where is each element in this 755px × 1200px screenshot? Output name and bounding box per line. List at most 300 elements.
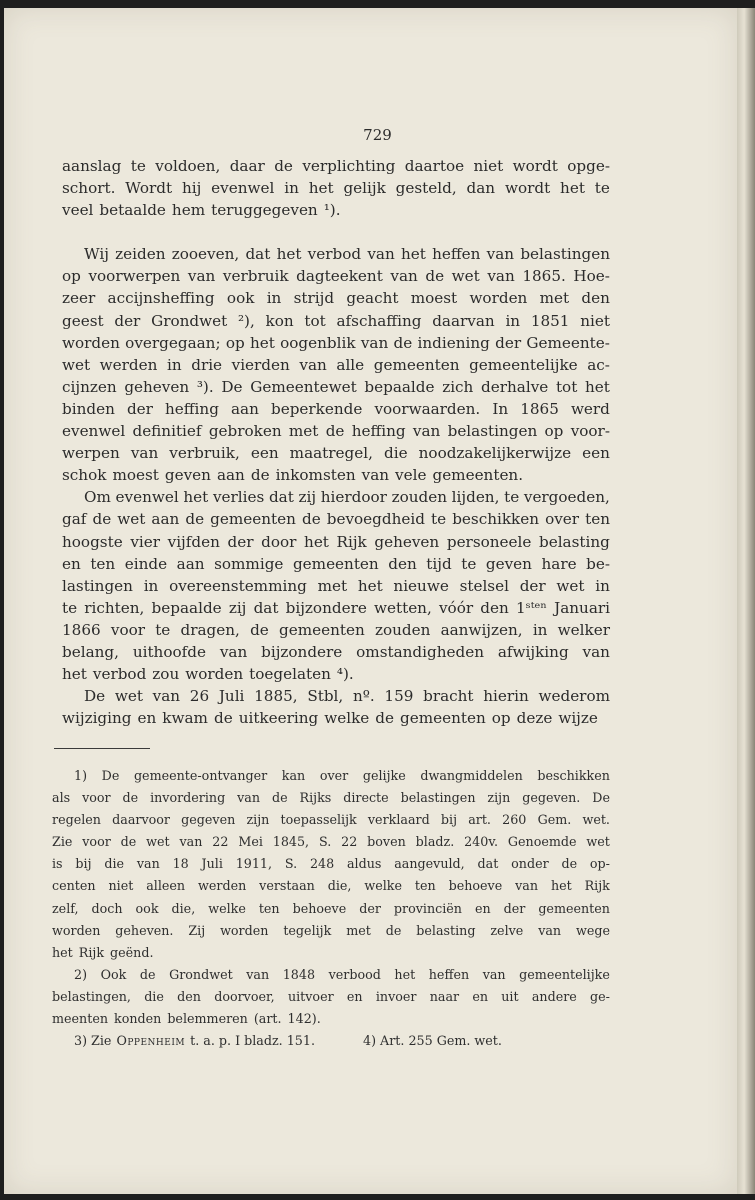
body-text bbox=[62, 155, 610, 729]
word: behoeve bbox=[292, 900, 347, 916]
word: op bbox=[544, 422, 564, 441]
text-line bbox=[62, 641, 610, 663]
word: 159 bbox=[384, 687, 414, 706]
text-line bbox=[84, 486, 610, 508]
text-paragraph bbox=[62, 486, 610, 685]
word: gemeenten bbox=[538, 900, 610, 916]
word: aan bbox=[231, 399, 259, 418]
word: Rijk bbox=[78, 944, 105, 960]
word: het bbox=[550, 878, 572, 894]
word: aanslag bbox=[62, 157, 122, 175]
word: kan bbox=[281, 768, 306, 783]
word: Wordt bbox=[125, 179, 173, 198]
word: bladz. bbox=[415, 834, 455, 850]
word: Rijks bbox=[299, 790, 332, 806]
word: de bbox=[271, 790, 288, 806]
word: uit bbox=[501, 988, 519, 1004]
word: belasting bbox=[538, 532, 610, 551]
word: gegeven bbox=[181, 812, 236, 828]
word: der bbox=[114, 311, 141, 330]
word: geven bbox=[164, 466, 211, 485]
word: beschikken bbox=[537, 768, 610, 783]
word: zijn bbox=[246, 812, 270, 828]
word: ¹). bbox=[323, 201, 341, 220]
word: de bbox=[425, 267, 445, 286]
word: van bbox=[367, 245, 395, 264]
word: 1848 bbox=[282, 966, 316, 982]
text-line bbox=[62, 619, 610, 641]
word: met bbox=[317, 576, 348, 595]
word: te bbox=[62, 598, 78, 617]
word: aan bbox=[176, 554, 205, 573]
word: bij bbox=[440, 812, 458, 828]
word: der bbox=[495, 333, 522, 352]
word: gegeven. bbox=[522, 790, 581, 806]
word: andere bbox=[531, 988, 577, 1004]
word: De bbox=[101, 768, 120, 783]
word: gaf bbox=[62, 510, 87, 529]
word: het bbox=[276, 245, 302, 264]
text-line bbox=[84, 685, 610, 707]
word: evenwel bbox=[211, 179, 275, 198]
word: invordering bbox=[150, 790, 226, 806]
word: 2) bbox=[74, 966, 88, 982]
word: Rijk bbox=[584, 878, 610, 894]
word: tijd bbox=[426, 554, 452, 573]
word: Juli bbox=[218, 687, 245, 706]
word: van bbox=[237, 790, 261, 806]
word: de bbox=[92, 510, 112, 529]
word: de bbox=[250, 466, 270, 485]
word: nº. bbox=[352, 687, 375, 706]
word: Ook bbox=[100, 966, 127, 982]
footnotes bbox=[52, 766, 610, 1052]
word: Januari bbox=[554, 598, 610, 617]
word: geënd. bbox=[110, 944, 154, 960]
word: 1) bbox=[74, 768, 88, 783]
word: van bbox=[179, 834, 203, 850]
word: definitief bbox=[132, 422, 202, 441]
word: belastingen bbox=[400, 790, 476, 806]
word: een bbox=[250, 444, 279, 463]
word: centen bbox=[52, 878, 96, 894]
word: gemeenten bbox=[400, 709, 486, 728]
word: toegelaten bbox=[249, 665, 331, 684]
word: doch bbox=[91, 900, 123, 916]
word: S. bbox=[284, 856, 298, 872]
word: en bbox=[62, 554, 81, 573]
word: ge- bbox=[590, 988, 610, 1004]
word: directe bbox=[343, 790, 389, 806]
word: einde bbox=[124, 554, 168, 573]
word: derhalve bbox=[481, 377, 549, 396]
word: voorwerpen bbox=[88, 267, 181, 286]
word: Gemeentewet bbox=[250, 377, 357, 396]
word: regelen bbox=[52, 812, 101, 828]
footnote-line-3-4 bbox=[52, 1031, 610, 1052]
word: ⁴). bbox=[336, 665, 354, 684]
word: worden bbox=[185, 665, 244, 684]
word: Mei bbox=[238, 834, 263, 850]
word: alle bbox=[336, 355, 365, 374]
word: De bbox=[592, 790, 610, 806]
text-line bbox=[62, 553, 610, 575]
word: zich bbox=[442, 377, 474, 396]
word: afschaffing bbox=[336, 311, 422, 330]
word: tegelijk bbox=[283, 922, 332, 938]
text-paragraph bbox=[62, 155, 610, 221]
word: het bbox=[308, 179, 334, 198]
word: In bbox=[492, 399, 509, 418]
word: verbod bbox=[92, 665, 147, 684]
word: bijzondere bbox=[285, 598, 367, 617]
paragraph-gap bbox=[62, 221, 610, 243]
word: aanwijzen, bbox=[440, 620, 523, 639]
word: hierdoor bbox=[320, 488, 387, 507]
word: bepaalde bbox=[151, 598, 222, 617]
word: invoer bbox=[375, 988, 417, 1004]
word: de bbox=[393, 333, 413, 352]
word: aan bbox=[151, 510, 180, 529]
text-line bbox=[62, 707, 610, 729]
word: als bbox=[52, 790, 71, 806]
word: ten bbox=[258, 900, 280, 916]
text-line bbox=[62, 265, 610, 287]
word: veel bbox=[62, 201, 94, 220]
word: Wij bbox=[84, 245, 109, 264]
word: gemeenten bbox=[373, 355, 460, 374]
word: van bbox=[390, 267, 418, 286]
word: zooeven, bbox=[171, 245, 240, 264]
text-line bbox=[62, 597, 610, 619]
word: vierden bbox=[231, 355, 290, 374]
note-line bbox=[52, 1009, 610, 1031]
footnote-3-prefix: 3) Zie bbox=[74, 1033, 112, 1049]
word: wet bbox=[586, 834, 610, 850]
word: bepaalde bbox=[364, 377, 435, 396]
text-paragraph bbox=[62, 243, 610, 486]
word: gemeentelijke bbox=[469, 355, 578, 374]
word: dragen, bbox=[180, 620, 240, 639]
page-number: 729 bbox=[363, 126, 392, 144]
word: hoogste bbox=[62, 532, 123, 551]
footnote-4: 4) Art. 255 Gem. wet. bbox=[363, 1033, 502, 1049]
word: en bbox=[474, 900, 491, 916]
text-line bbox=[62, 155, 610, 177]
word: der bbox=[359, 900, 381, 916]
word: voor bbox=[82, 790, 111, 806]
word: boven bbox=[367, 834, 406, 850]
word: uithoofde bbox=[132, 642, 206, 661]
word: is bbox=[52, 856, 63, 872]
word: en bbox=[346, 988, 363, 1004]
word: te bbox=[130, 157, 146, 175]
word: ²), bbox=[237, 311, 255, 330]
word: evenwel bbox=[62, 422, 126, 441]
word: de bbox=[120, 834, 137, 850]
word: lijden, bbox=[451, 488, 500, 507]
word: de bbox=[274, 157, 293, 175]
word: van bbox=[187, 267, 216, 286]
word: op bbox=[225, 333, 245, 352]
word: ³). bbox=[196, 377, 214, 396]
note-line bbox=[52, 810, 610, 832]
word: Gem. bbox=[537, 812, 572, 828]
word: dat bbox=[253, 598, 279, 617]
word: dwangmiddelen bbox=[420, 768, 523, 783]
word: en bbox=[137, 709, 157, 728]
word: 1ˢᵗᵉⁿ bbox=[515, 598, 547, 617]
word: in bbox=[284, 179, 299, 198]
word: die bbox=[384, 444, 408, 463]
word: voldoen, bbox=[155, 157, 221, 175]
word: die bbox=[144, 988, 164, 1004]
word: van bbox=[299, 355, 327, 374]
word: geest bbox=[62, 311, 104, 330]
word: zeiden bbox=[115, 245, 166, 264]
word: behoeve bbox=[448, 878, 503, 894]
note-line bbox=[52, 899, 610, 921]
word: tot bbox=[555, 377, 578, 396]
word: hierin bbox=[483, 687, 529, 706]
word: uitkeering bbox=[238, 709, 319, 728]
word: geheven bbox=[374, 532, 440, 551]
text-paragraph bbox=[62, 685, 610, 729]
word: 1911, bbox=[235, 856, 273, 872]
word: worden bbox=[62, 333, 120, 352]
word: van bbox=[246, 966, 270, 982]
word: daarvoor bbox=[112, 812, 170, 828]
word: van bbox=[136, 856, 160, 872]
word: 142). bbox=[287, 1011, 321, 1027]
word: Zie bbox=[52, 834, 73, 850]
word: te bbox=[431, 510, 447, 529]
word: gelijk bbox=[343, 179, 386, 198]
word: worden bbox=[469, 289, 528, 308]
word: van bbox=[412, 422, 441, 441]
word: welker bbox=[557, 620, 610, 639]
word: in bbox=[505, 311, 521, 330]
word: vijfden bbox=[167, 532, 220, 551]
word: belastingen bbox=[520, 245, 610, 264]
text-line bbox=[62, 575, 610, 597]
word: in bbox=[266, 289, 282, 308]
word: geacht bbox=[346, 289, 399, 308]
word: der bbox=[126, 399, 153, 418]
word: aan bbox=[216, 466, 245, 485]
word: beschikken bbox=[452, 510, 540, 529]
word: werd bbox=[570, 399, 610, 418]
word: dat bbox=[477, 856, 499, 872]
word: op bbox=[62, 267, 81, 286]
word: die, bbox=[171, 900, 196, 916]
word: meenten bbox=[52, 1011, 108, 1027]
word: het bbox=[183, 488, 209, 507]
word: het bbox=[357, 576, 383, 595]
word: over bbox=[319, 768, 349, 783]
word: geven bbox=[485, 554, 532, 573]
word: in bbox=[532, 620, 548, 639]
word: verbruik bbox=[222, 267, 289, 286]
word: werden bbox=[99, 355, 158, 374]
word: 1851 bbox=[530, 311, 570, 330]
word: schort. bbox=[62, 179, 116, 198]
word: wet bbox=[451, 267, 480, 286]
text-line bbox=[62, 464, 610, 486]
word: die bbox=[104, 856, 125, 872]
word: belasting bbox=[416, 922, 476, 938]
word: heffen bbox=[432, 245, 481, 264]
word: belang, bbox=[62, 642, 119, 661]
word: wet bbox=[114, 687, 143, 706]
word: wetten, bbox=[374, 598, 432, 617]
word: ac- bbox=[587, 355, 610, 374]
word: wordt bbox=[504, 179, 551, 198]
word: tot bbox=[304, 311, 326, 330]
word: provinciën bbox=[393, 900, 462, 916]
word: verbood bbox=[328, 966, 381, 982]
word: te bbox=[461, 554, 477, 573]
note-paragraph bbox=[52, 965, 610, 1031]
word: doorvoer, bbox=[214, 988, 275, 1004]
word: kwam bbox=[162, 709, 208, 728]
note-paragraph bbox=[52, 766, 610, 965]
word: 22 bbox=[341, 834, 358, 850]
word: bij bbox=[75, 856, 92, 872]
word: dat bbox=[268, 488, 294, 507]
word: in bbox=[167, 355, 182, 374]
word: richten, bbox=[84, 598, 145, 617]
word: 1865. bbox=[522, 267, 566, 286]
word: geheven. bbox=[115, 922, 174, 938]
text-line bbox=[62, 354, 610, 376]
word: 1885, bbox=[254, 687, 298, 706]
word: te bbox=[155, 620, 171, 639]
word: (art. bbox=[253, 1011, 282, 1027]
word: dat bbox=[245, 245, 271, 264]
word: zeer bbox=[62, 289, 96, 308]
word: de bbox=[122, 790, 139, 806]
word: zij bbox=[298, 488, 317, 507]
word: gemeenten bbox=[292, 554, 379, 573]
word: met bbox=[288, 422, 319, 441]
word: welke bbox=[208, 900, 246, 916]
word: 240v. bbox=[464, 834, 499, 850]
word: gemeente-ontvanger bbox=[133, 768, 268, 783]
word: indiening bbox=[417, 333, 490, 352]
word: hem bbox=[171, 201, 206, 220]
word: werpen bbox=[62, 444, 120, 463]
word: daartoe bbox=[404, 157, 465, 175]
word: Stbl, bbox=[307, 687, 344, 706]
word: vóór bbox=[438, 598, 474, 617]
word: het bbox=[560, 179, 585, 198]
word: ook bbox=[135, 900, 159, 916]
word: wederom bbox=[538, 687, 610, 706]
word: De bbox=[221, 377, 243, 396]
text-line bbox=[62, 508, 610, 530]
word: verstaan bbox=[259, 878, 315, 894]
word: van bbox=[360, 333, 389, 352]
word: de bbox=[375, 709, 394, 728]
word: de bbox=[250, 620, 269, 639]
word: Hoe- bbox=[573, 267, 610, 286]
word: de bbox=[139, 966, 156, 982]
word: het bbox=[304, 532, 329, 551]
word: heffing bbox=[165, 399, 219, 418]
word: van bbox=[152, 687, 181, 706]
word: daar bbox=[229, 157, 265, 175]
word: sommige bbox=[214, 554, 284, 573]
word: de bbox=[213, 709, 233, 728]
word: van bbox=[130, 444, 159, 463]
word: kon bbox=[265, 311, 294, 330]
word: werden bbox=[198, 878, 247, 894]
word: der bbox=[227, 532, 254, 551]
word: ten bbox=[414, 878, 436, 894]
word: verbod bbox=[307, 245, 362, 264]
word: niet bbox=[473, 157, 504, 175]
word: gemeentelijke bbox=[519, 966, 610, 982]
word: gemeenten bbox=[210, 510, 296, 529]
note-line bbox=[52, 987, 610, 1009]
word: verbruik, bbox=[169, 444, 240, 463]
word: teruggegeven bbox=[211, 201, 318, 220]
word: gebroken bbox=[208, 422, 282, 441]
word: wijziging bbox=[62, 709, 132, 728]
word: het bbox=[394, 966, 416, 982]
word: in bbox=[143, 576, 159, 595]
word: wet. bbox=[582, 812, 610, 828]
word: hij bbox=[181, 179, 202, 198]
word: Om bbox=[84, 488, 111, 507]
word: schok bbox=[62, 466, 107, 485]
word: Grondwet bbox=[169, 966, 233, 982]
word: evenwel bbox=[115, 488, 179, 507]
word: gemeenten bbox=[278, 620, 365, 639]
word: naar bbox=[429, 988, 460, 1004]
word: cijnzen bbox=[62, 377, 117, 396]
word: deze bbox=[516, 709, 553, 728]
word: daarvan bbox=[432, 311, 495, 330]
word: vergoeden, bbox=[523, 488, 610, 507]
word: verplichting bbox=[302, 157, 396, 175]
word: niet bbox=[108, 878, 134, 894]
word: vele bbox=[395, 466, 427, 485]
word: overgegaan; bbox=[125, 333, 221, 352]
word: wijze bbox=[558, 709, 598, 728]
word: 26 bbox=[189, 687, 210, 706]
word: De bbox=[84, 687, 106, 706]
word: drie bbox=[191, 355, 223, 374]
word: beperkende bbox=[270, 399, 363, 418]
word: van bbox=[515, 878, 539, 894]
word: inkomsten bbox=[275, 466, 356, 485]
word: de bbox=[301, 510, 321, 529]
word: belastingen bbox=[447, 422, 538, 441]
word: welke bbox=[324, 709, 370, 728]
word: voor- bbox=[570, 422, 610, 441]
word: 1865 bbox=[520, 399, 559, 418]
note-line bbox=[52, 921, 610, 943]
word: op bbox=[491, 709, 511, 728]
word: personeele bbox=[446, 532, 532, 551]
word: zou bbox=[152, 665, 180, 684]
text-line bbox=[62, 398, 610, 420]
text-line bbox=[62, 531, 610, 553]
text-line bbox=[62, 442, 610, 464]
word: niet bbox=[580, 311, 610, 330]
